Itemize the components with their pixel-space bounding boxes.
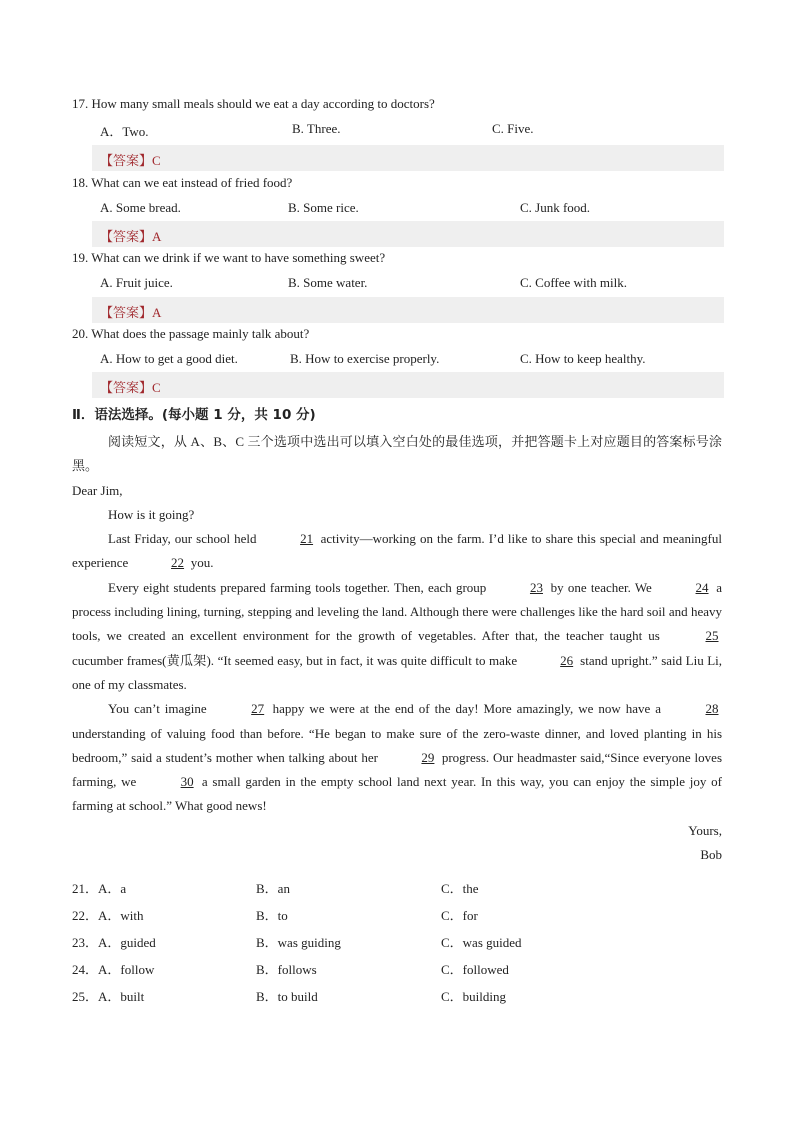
- blank-25: 25: [705, 628, 719, 644]
- option-19a[interactable]: A. Fruit juice.: [100, 275, 173, 290]
- option-18c[interactable]: C. Junk food.: [520, 200, 591, 215]
- section-title: Ⅱ．语法选择。(每小题 1 分，共 10 分): [72, 407, 316, 423]
- choice-23-a[interactable]: 23．A．guided: [72, 935, 156, 950]
- choice-21-c[interactable]: C．the: [441, 881, 479, 896]
- blank-28: 28: [705, 701, 719, 717]
- choice-25-a[interactable]: 25．A．built: [72, 989, 145, 1004]
- blank-26: 26: [560, 652, 574, 668]
- blank-22: 22: [171, 555, 185, 571]
- answer-17: 【答案】C: [100, 153, 161, 168]
- answer-19: 【答案】A: [100, 305, 162, 320]
- greeting: Dear Jim,: [72, 482, 123, 498]
- blank-30: 30: [180, 774, 194, 790]
- answer-17-bar: [92, 145, 724, 171]
- choice-22-c[interactable]: C．for: [441, 908, 478, 923]
- answer-18: 【答案】A: [100, 229, 162, 244]
- blank-23: 23: [529, 579, 543, 595]
- choice-25-c[interactable]: C．building: [441, 989, 507, 1004]
- answer-20-bar: [92, 372, 724, 398]
- instruction: 阅读短文，从 A、B、C 三个选项中选出可以填入空白处的最佳选项，并把答题卡上对应题目的答案标号涂黑。: [72, 434, 722, 474]
- choice-25-b[interactable]: B．to build: [256, 989, 318, 1004]
- choice-24-b[interactable]: B．follows: [256, 962, 317, 977]
- option-18b[interactable]: B. Some rice.: [288, 200, 359, 215]
- question-20: 20. What does the passage mainly talk about?: [72, 326, 310, 341]
- choice-21-a[interactable]: 21．A．a: [72, 881, 127, 896]
- option-19c[interactable]: C. Coffee with milk.: [520, 275, 628, 290]
- choice-23-b[interactable]: B．was guiding: [256, 935, 341, 950]
- answer-18-bar: [92, 221, 724, 247]
- blank-21: 21: [300, 531, 314, 547]
- choice-22-a[interactable]: 22．A．with: [72, 908, 144, 923]
- option-19b[interactable]: B. Some water.: [288, 275, 368, 290]
- question-17: 17. How many small meals should we eat a day according to doctors?: [72, 96, 435, 111]
- choice-22-b[interactable]: B．to: [256, 908, 288, 923]
- paragraph-1: How is it going?: [108, 506, 195, 522]
- option-17c[interactable]: C. Five.: [492, 121, 534, 136]
- option-17b[interactable]: B. Three.: [292, 121, 341, 136]
- blank-27: 27: [251, 701, 265, 717]
- answer-20: 【答案】C: [100, 380, 161, 395]
- option-20b[interactable]: B. How to exercise properly.: [290, 351, 440, 366]
- closing: Yours,: [688, 822, 722, 838]
- option-17a[interactable]: A．Two.: [100, 124, 149, 139]
- question-19: 19. What can we drink if we want to have something sweet?: [72, 250, 386, 265]
- choice-23-c[interactable]: C．was guided: [441, 935, 522, 950]
- blank-24: 24: [695, 579, 709, 595]
- passage: [72, 430, 722, 867]
- blank-29: 29: [421, 749, 435, 765]
- choice-24-c[interactable]: C．followed: [441, 962, 509, 977]
- option-20a[interactable]: A. How to get a good diet.: [100, 351, 238, 366]
- paragraph-3: Every eight students prepared farming tools together. Then, each group 23 by one teacher. We 24 a process including lining, turning, stepping and leveling the land. Although there were challenges like the hard soil and heavy tools, we created an excellent environment for the growth of vegetables. After that, the teacher taught us 25 cucumber frames(黄瓜架). “It seemed easy, but in fact, it was quite difficult to make 26 stand upright.” said Liu Li, one of my classmates.: [72, 576, 722, 697]
- question-18: 18. What can we eat instead of fried food?: [72, 175, 293, 190]
- paragraph-4: You can’t imagine 27 happy we were at the end of the day! More amazingly, we now have a 28 understanding of valuing food than before. “He began to make sure of the zero-waste dinner, and loved planting in his bedroom,” said a student’s mother when talking about her 29 progress. Our headmaster said,“Since everyone loves farming, we 30 a small garden in the empty school land next year. In this way, you can enjoy the simple joy of farming at school.” What good news!: [72, 697, 722, 818]
- answer-19-bar: [92, 297, 724, 323]
- paragraph-2: Last Friday, our school held 21 activity—working on the farm. I’d like to share this special and meaningful experience 22 you.: [72, 527, 722, 576]
- option-20c[interactable]: C. How to keep healthy.: [520, 351, 646, 366]
- signature: Bob: [700, 847, 722, 863]
- option-18a[interactable]: A. Some bread.: [100, 200, 181, 215]
- choice-24-a[interactable]: 24．A．follow: [72, 962, 155, 977]
- choice-21-b[interactable]: B．an: [256, 881, 290, 896]
